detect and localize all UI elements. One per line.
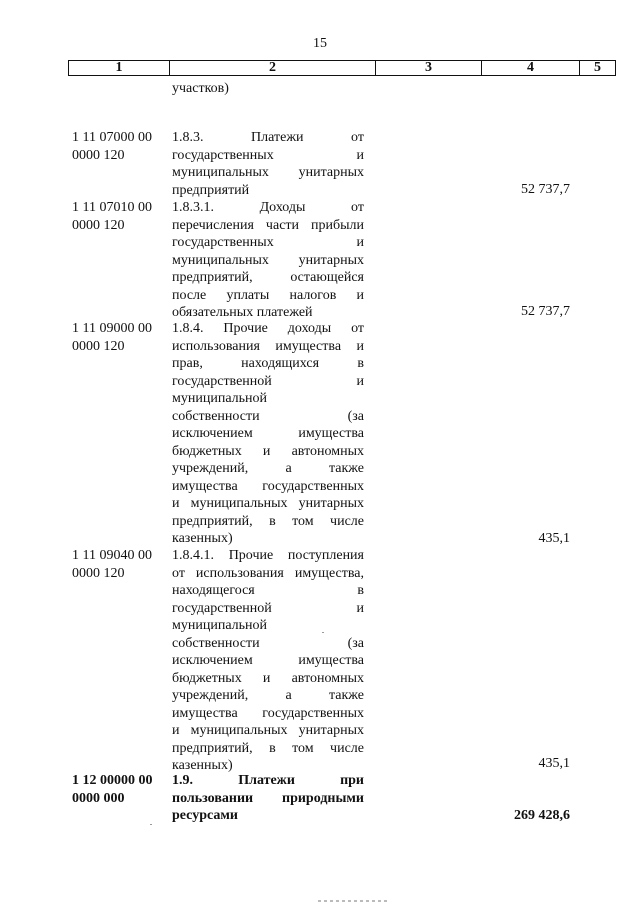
table-row-description: 1.8.3.1. Доходы от перечисления части прибыли государственных и муниципальных унитарных предприятий, остающейся после уплаты налогов и обязательных платежей <box>172 200 364 320</box>
scan-speck <box>322 632 324 633</box>
table-row-amount: 435,1 <box>538 531 570 546</box>
header-col-3: 3 <box>375 61 481 75</box>
table-row-code: 1 11 09000 00 0000 120 <box>72 321 152 354</box>
table-row-code: 1 12 00000 00 0000 000 <box>72 773 153 806</box>
header-col-5: 5 <box>579 61 615 75</box>
table-row-amount: 52 737,7 <box>521 304 570 319</box>
table-row-amount: 269 428,6 <box>514 808 570 823</box>
table-row-amount: 435,1 <box>538 756 570 771</box>
table-row-code: 1 11 09040 00 0000 120 <box>72 548 152 581</box>
page-number: 15 <box>313 36 327 51</box>
header-col-2: 2 <box>169 61 375 75</box>
table-row-code: 1 11 07010 00 0000 120 <box>72 200 152 233</box>
table-row-description: 1.9. Платежи при пользовании природными ресурсами <box>172 773 364 823</box>
table-row-amount: 52 737,7 <box>521 182 570 197</box>
continuation-text: участков) <box>172 81 229 96</box>
table-row-code: 1 11 07000 00 0000 120 <box>72 130 152 163</box>
table-row-description: 1.8.4.1. Прочие поступления от использования имущества, находящегося в государственной и муниципальной собственности (за исключением имущества бюджетных и автономных учреждений, а также имущества государственных и муниципальных унитарных предприятий, в том числе казенных) <box>172 548 364 773</box>
scan-speck <box>150 824 152 825</box>
table-row-description: 1.8.3. Платежи от государственных и муниципальных унитарных предприятий <box>172 130 364 198</box>
scan-artifact <box>318 900 388 902</box>
header-col-1: 1 <box>115 60 123 75</box>
header-col-4: 4 <box>481 61 579 75</box>
table-header-row <box>68 60 616 76</box>
table-row-description: 1.8.4. Прочие доходы от использования имущества и прав, находящихся в государственной и муниципальной собственности (за исключением имущества бюджетных и автономных учреждений, а также имущества государственных и муниципальных унитарных предприятий, в том числе казенных) <box>172 321 364 546</box>
